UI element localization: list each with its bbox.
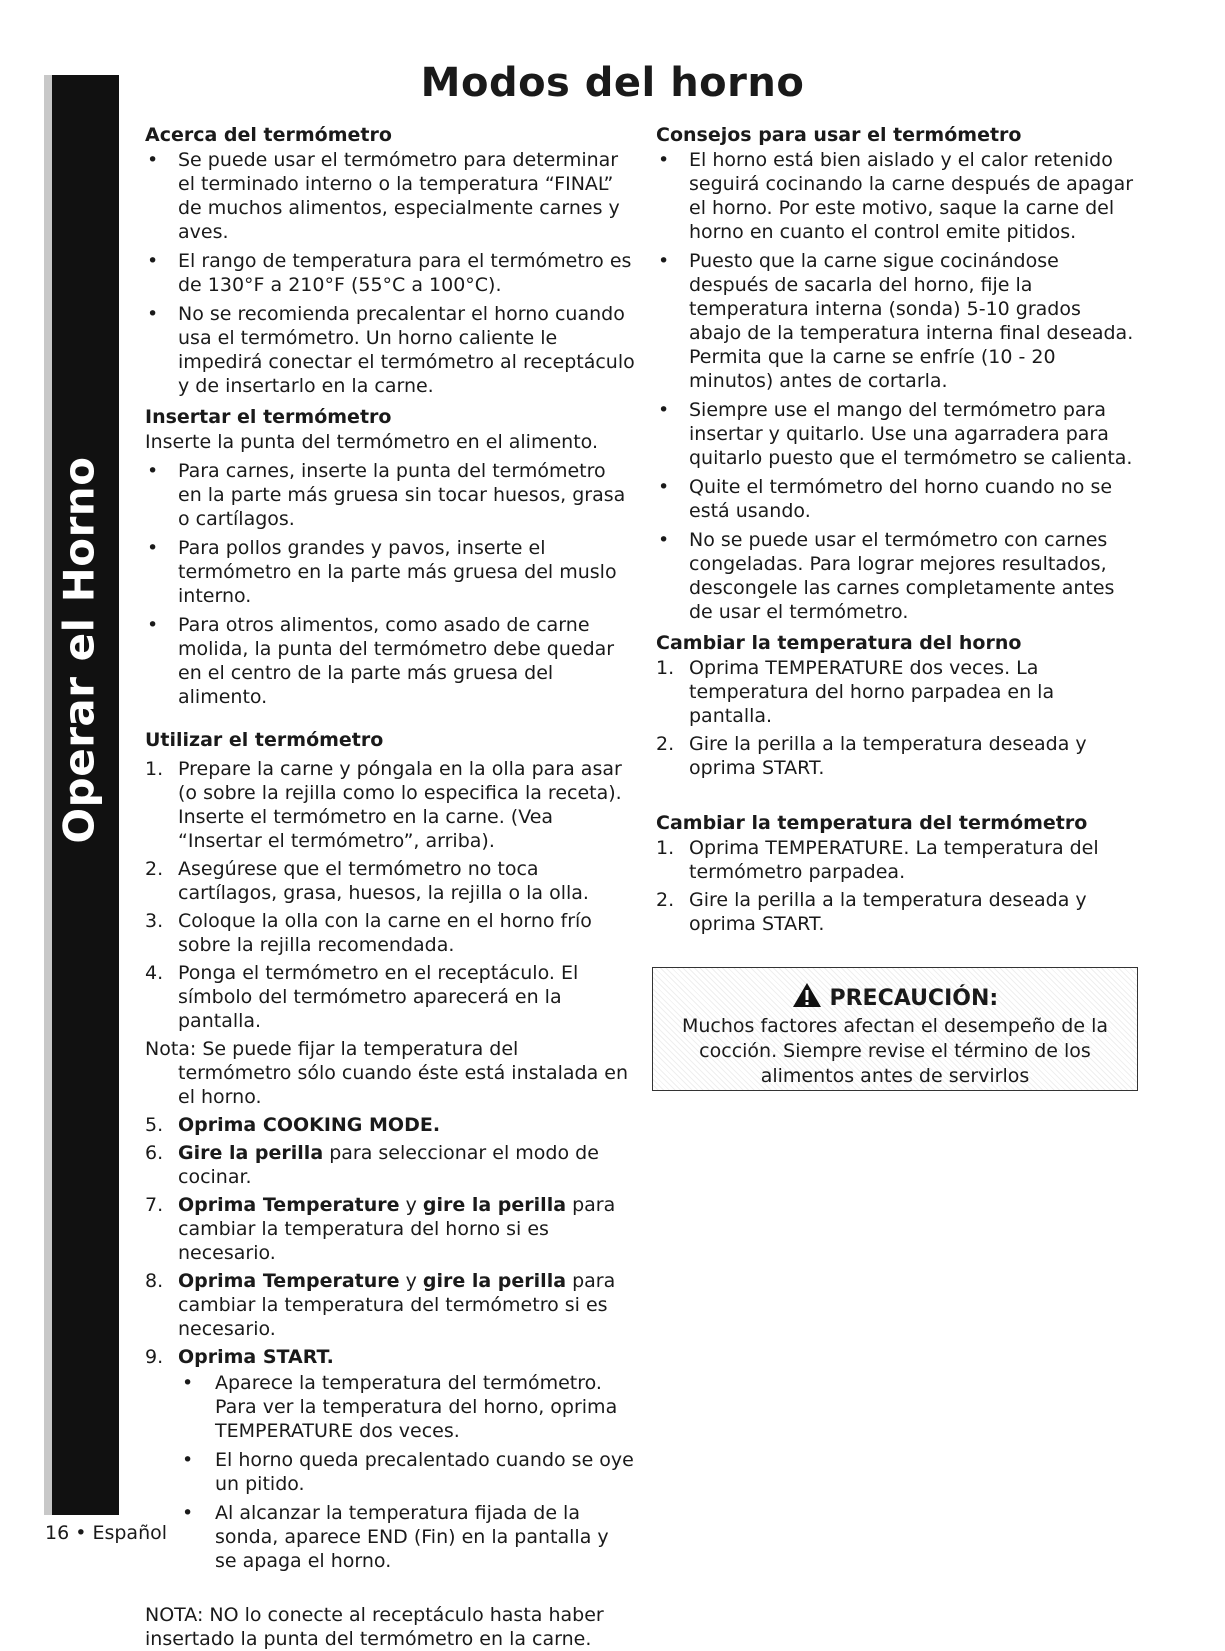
step-item: 4. Ponga el termómetro en el receptáculo. El símbolo del termómetro aparecerá en la pantalla.	[145, 962, 579, 1032]
caution-text: Muchos factores afectan el desempeño de la cocción. Siempre revise el término de los alimentos antes de servirlos	[681, 1015, 1109, 1087]
list-item: • No se puede usar el termómetro con carnes congeladas. Para lograr mejores resultados, descongele las carnes completamente antes de usar el termómetro.	[656, 528, 1136, 624]
insert-heading: Insertar el termómetro	[145, 406, 392, 428]
right-column	[656, 122, 1136, 940]
list-item: • Se puede usar el termómetro para determinar el terminado interno o la temperatura “FINAL” de muchos alimentos, especialmente carnes y aves.	[145, 148, 635, 244]
insert-list	[145, 459, 635, 709]
about-heading: Acerca del termómetro	[145, 124, 392, 146]
list-item: • El horno está bien aislado y el calor retenido seguirá cocinando la carne después de apagar el horno. Por este motivo, saque la carne del horno en cuanto el control emite pitidos.	[656, 148, 1136, 244]
about-list	[145, 148, 635, 398]
warning-triangle-icon	[792, 982, 822, 1008]
list-item: • Para carnes, inserte la punta del termómetro en la parte más gruesa sin tocar huesos, grasa o cartílagos.	[145, 459, 635, 531]
use-steps-continued	[145, 1113, 635, 1573]
oven-temp-steps	[656, 656, 1136, 780]
step-item: 8. Oprima Temperature y gire la perilla para cambiar la temperatura del termómetro si es necesario.	[145, 1270, 616, 1340]
use-heading: Utilizar el termómetro	[145, 729, 384, 751]
list-item: • Para otros alimentos, como asado de carne molida, la punta del termómetro debe quedar en el centro de la parte más gruesa del alimento.	[145, 613, 635, 709]
probe-temp-heading: Cambiar la temperatura del termómetro	[656, 812, 1088, 834]
step-item: 1. Prepare la carne y póngala en la olla para asar (o sobre la rejilla como lo especifica la receta). Inserte el termómetro en la carne. (Vea “Insertar el termómetro”, arriba).	[145, 758, 622, 852]
oven-temp-heading: Cambiar la temperatura del horno	[656, 632, 1022, 654]
step-item: 2. Asegúrese que el termómetro no toca cartílagos, grasa, huesos, la rejilla o la olla.	[145, 858, 589, 904]
side-tab-label: Operar el Horno	[55, 456, 104, 844]
bottom-note: NOTA: NO lo conecte al receptáculo hasta haber insertado la punta del termómetro en la carne.	[145, 1604, 604, 1650]
step-item: 2. Gire la perilla a la temperatura deseada y oprima START.	[656, 733, 1087, 779]
step-item: 7. Oprima Temperature y gire la perilla para cambiar la temperatura del horno si es necesario.	[145, 1194, 616, 1264]
left-column	[145, 122, 635, 1651]
step-item: 1. Oprima TEMPERATURE. La temperatura del termómetro parpadea.	[656, 837, 1099, 883]
list-item: • El horno queda precalentado cuando se oye un pitido.	[178, 1448, 635, 1496]
insert-intro: Inserte la punta del termómetro en el alimento.	[145, 431, 598, 453]
list-item: • El rango de temperatura para el termómetro es de 130°F a 210°F (55°C a 100°C).	[145, 249, 635, 297]
list-item: • Quite el termómetro del horno cuando no se está usando.	[656, 475, 1136, 523]
probe-temp-steps	[656, 836, 1136, 936]
step-item: 5. Oprima COOKING MODE.	[145, 1114, 441, 1136]
caution-title: PRECAUCIÓN:	[829, 986, 999, 1011]
list-item: • Aparece la temperatura del termómetro. Para ver la temperatura del horno, oprima TEMPERATURE dos veces.	[178, 1371, 635, 1443]
list-item: • Siempre use el mango del termómetro para insertar y quitarlo. Use una agarradera para quitarlo puesto que el termómetro se calienta.	[656, 398, 1136, 470]
list-item: • Al alcanzar la temperatura fijada de la sonda, aparece END (Fin) en la pantalla y se apaga el horno.	[178, 1501, 635, 1573]
list-item: • No se recomienda precalentar el horno cuando usa el termómetro. Un horno caliente le impedirá conectar el termómetro al receptáculo y de insertarlo en la carne.	[145, 302, 635, 398]
list-item: • Para pollos grandes y pavos, inserte el termómetro en la parte más gruesa del muslo interno.	[145, 536, 635, 608]
step-item: 9. Oprima START. • Aparece la temperatura del termómetro. Para ver la temperatura del horno, oprima TEMPERATURE dos veces. • El horno queda precalentado cuando se oye un pitido. • Al alcanzar la temperatura fijada de la sonda, aparece END (Fin) en la pantalla y se apaga el horno.	[145, 1345, 635, 1573]
list-item: • Puesto que la carne sigue cocinándose después de sacarla del horno, fije la temperatura interna (sonda) 5-10 grados abajo de la temperatura interna final deseada. Permita que la carne se enfríe (10 - 20 minutos) antes de cortarla.	[656, 249, 1136, 393]
step-item: 2. Gire la perilla a la temperatura deseada y oprima START.	[656, 889, 1087, 935]
caution-box	[652, 967, 1138, 1091]
note: Nota: Se puede fijar la temperatura del termómetro sólo cuando éste está instalada en el horno.	[145, 1038, 629, 1108]
step-item: 6. Gire la perilla para seleccionar el modo de cocinar.	[145, 1142, 599, 1188]
page-footer: 16 • Español	[45, 1522, 168, 1544]
step9-sublist	[178, 1371, 635, 1573]
use-steps	[145, 757, 635, 1033]
step-item: 1. Oprima TEMPERATURE dos veces. La temperatura del horno parpadea en la pantalla.	[656, 657, 1055, 727]
step-item: 3. Coloque la olla con la carne en el horno frío sobre la rejilla recomendada.	[145, 910, 592, 956]
page-title: Modos del horno	[420, 60, 805, 106]
tips-heading: Consejos para usar el termómetro	[656, 124, 1022, 146]
tips-list	[656, 148, 1136, 624]
